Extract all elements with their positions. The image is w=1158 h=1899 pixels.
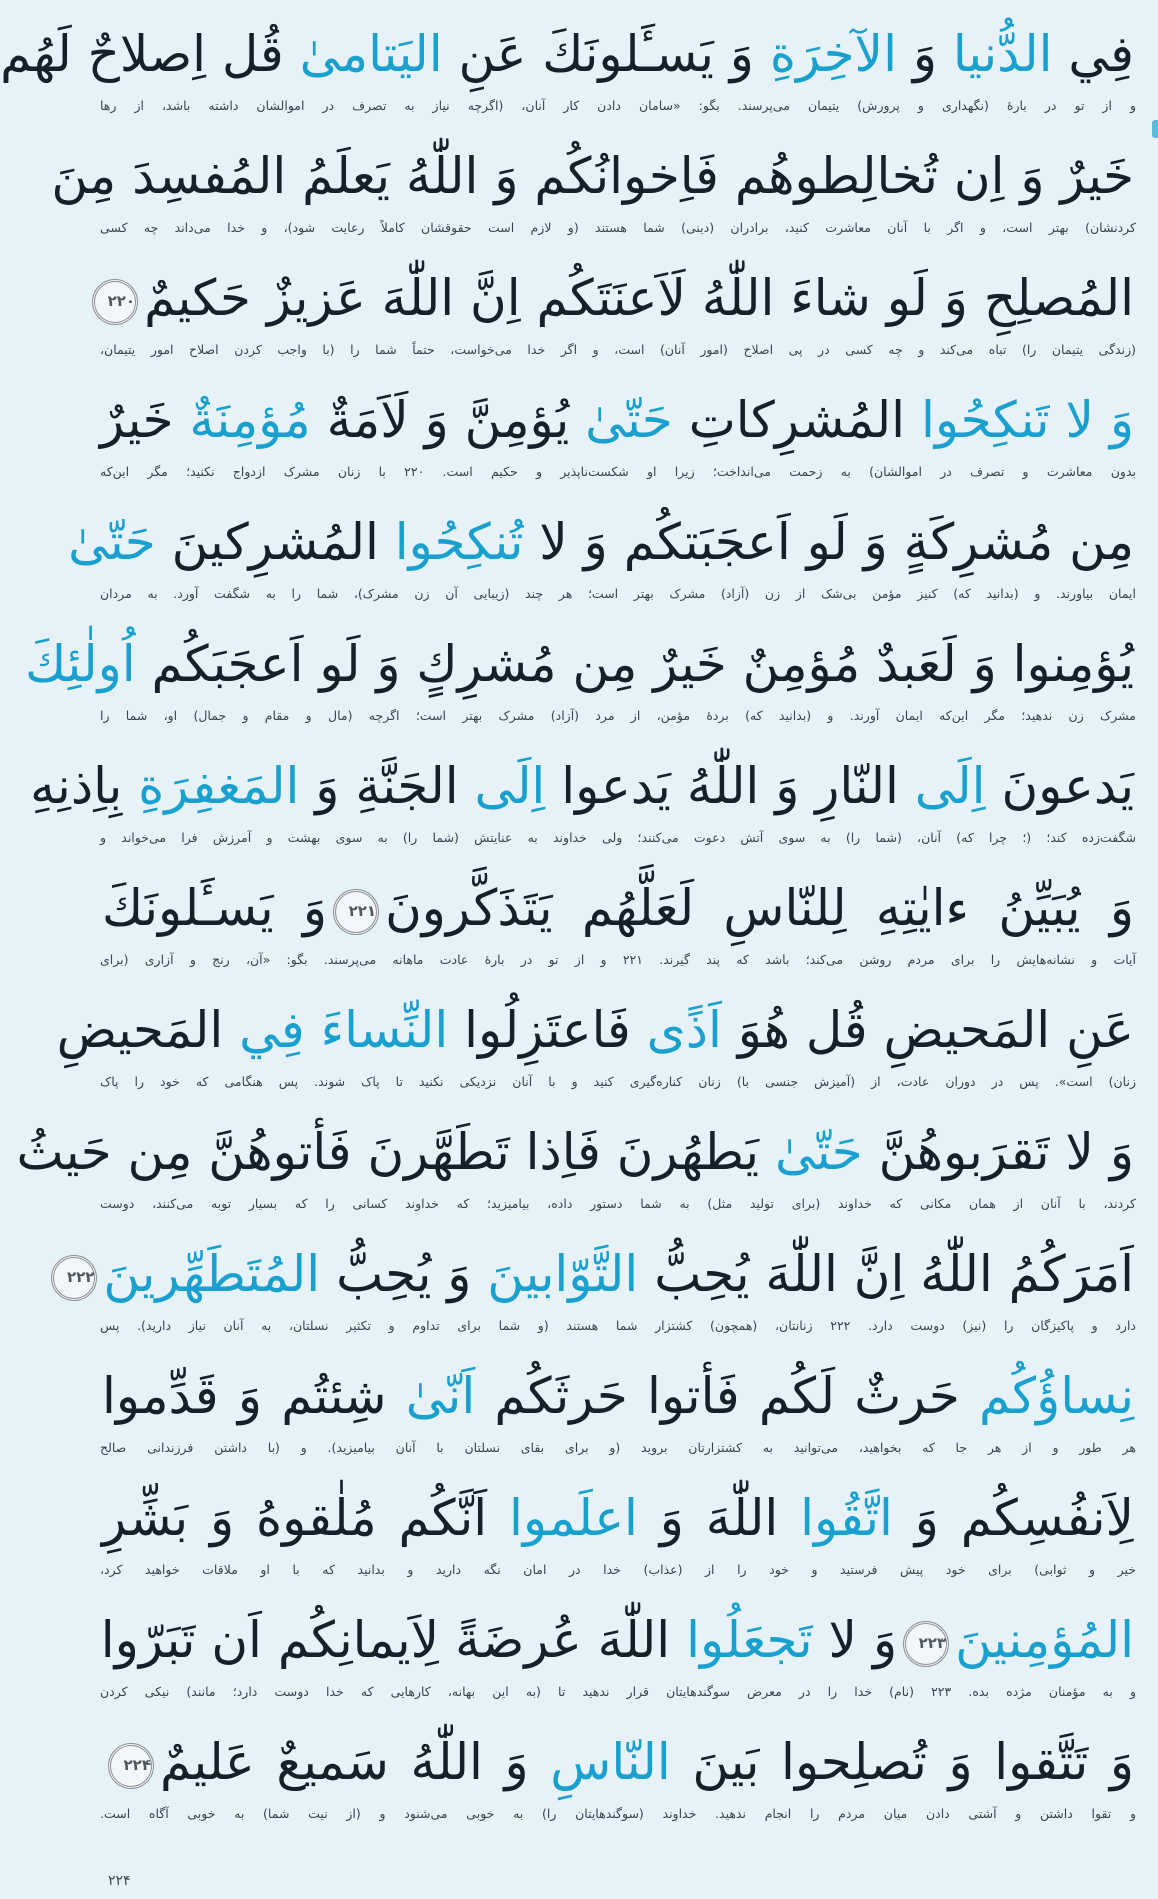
arabic-segment: خَيرٌ xyxy=(99,391,190,449)
arabic-segment: اَمَرَكُمُ اللّٰهُ اِنَّ اللّٰهَ يُحِبُّ xyxy=(638,1245,1134,1303)
arabic-segment: وَ xyxy=(896,25,953,83)
juz-edge-marker xyxy=(1152,120,1158,138)
arabic-text xyxy=(96,378,1140,462)
highlighted-word: اَذًى xyxy=(646,1001,722,1059)
arabic-segment: وَ يُبَيِّنُ ءايٰتِهِ لِلنّاسِ لَعَلَّهُم يَتَذَكَّرونَ xyxy=(385,879,1134,937)
arabic-segment: المُصلِحِ وَ لَو شاءَ اللّٰهُ لَاَعنَتَكُم اِنَّ اللّٰهَ عَزيزٌ حَكيمٌ xyxy=(144,269,1134,327)
persian-translation: دارد و پاکیزگان را (نیز) دوست دارد. ۲۲۲ زنانتان، (همچون) کشتزار شما هستند (و شما برای تداوم و تکثیر نسلتان، به آنان نیاز دارید). پس xyxy=(100,1318,1136,1333)
arabic-text xyxy=(96,1476,1140,1560)
arabic-segment: بِاِذنِهِ xyxy=(30,757,139,815)
persian-translation: (زندگی یتیمان را) تباه می‌کند و چه کسی در پی اصلاح (امور آنان) است، و اگر خدا می‌خواست، حتماً شما را (با واجب کردن اصلاح امور یتیمان، xyxy=(100,342,1136,357)
highlighted-word: النّاسِ xyxy=(550,1733,671,1791)
arabic-segment: فِي xyxy=(1052,25,1134,83)
persian-translation: خیر و ثوابی) برای خود پیش فرستید و خود را از (عذاب) خدا در امان نگه دارید و بدانید که با او ملاقات خواهید کرد، xyxy=(100,1562,1136,1577)
page-number: ۲۲۴ xyxy=(108,1873,131,1889)
highlighted-word: حَتّیٰ xyxy=(775,1123,863,1181)
highlighted-word: المُتَطَهِّرينَ xyxy=(103,1245,321,1303)
arabic-segment: المُشرِكينَ xyxy=(155,513,395,571)
verse-line xyxy=(56,976,1140,1092)
highlighted-word: فِي xyxy=(223,1001,321,1059)
arabic-segment: حَرثٌ لَكُم فَأتوا حَرثَكُم xyxy=(475,1367,980,1425)
arabic-text xyxy=(0,12,1140,96)
persian-translation: ایمان بیاورند. و (بدانید که) کنیز مؤمن بی‌شک از زن (آزاد) مشرک بهتر است؛ هر چند (زیبایی آن زن مشرک)، شما را به شگفت آورد. به مردان xyxy=(100,586,1136,601)
verse-line xyxy=(0,0,1140,116)
verse-line xyxy=(68,488,1140,604)
arabic-text xyxy=(56,988,1140,1072)
highlighted-word: تَجعَلُوا xyxy=(686,1611,813,1669)
arabic-segment: وَ يَسـَٔلونَكَ xyxy=(102,879,328,937)
highlighted-word: اليَتامیٰ xyxy=(299,25,443,83)
ayah-number-marker: ۲۲۴ xyxy=(108,1743,154,1789)
arabic-segment: شِئتُم وَ قَدِّموا xyxy=(102,1367,406,1425)
ayah-number-marker: ۲۲۲ xyxy=(51,1255,97,1301)
arabic-segment: يَدعونَ xyxy=(985,757,1134,815)
arabic-text xyxy=(30,744,1140,828)
verse-line xyxy=(96,1464,1140,1580)
ayah-number-marker: ۲۲۱ xyxy=(333,889,379,935)
arabic-text xyxy=(96,1354,1140,1438)
persian-translation: و از تو در بارهٔ (نگهداری و پرورش) یتیمان می‌پرسند. بگو: «سامان دادن کار آنان، (اگرچه نیاز به تصرف در اموالشان داشته باشد، از رها xyxy=(100,98,1136,113)
arabic-segment: وَ تَتَّقوا وَ تُصلِحوا بَينَ xyxy=(670,1733,1134,1791)
arabic-segment: المَحيضِ xyxy=(56,1001,224,1059)
persian-translation: شگفت‌زده کند؛ (؛ چرا که) آنان، (شما را) به سوی آتش دعوت می‌کنند؛ ولی خداوند به عنایتش (شما را) به سوی بهشت و آمرزش فرا می‌خواند و xyxy=(100,830,1136,845)
highlighted-word: النِّساءَ xyxy=(320,1001,449,1059)
arabic-text xyxy=(16,1110,1140,1194)
verse-line xyxy=(66,1220,1140,1336)
verse-line xyxy=(96,244,1140,360)
persian-translation: مشرک زن ندهید؛ مگر این‌که ایمان آورند. و (بدانید که) بردهٔ مؤمن، از مرد (آزاد) مشرک بهتر است؛ اگرچه (مال و مقام و جمال) او، شما را xyxy=(100,708,1136,723)
arabic-text xyxy=(66,1232,1140,1316)
arabic-segment: خَيرٌ وَ اِن تُخالِطوهُم فَاِخوانُكُم وَ اللّٰهُ يَعلَمُ المُفسِدَ مِنَ xyxy=(51,147,1134,205)
arabic-segment: فَاعتَزِلُوا xyxy=(448,1001,647,1059)
arabic-segment: وَ يَسـَٔلونَكَ عَنِ xyxy=(442,25,770,83)
arabic-text xyxy=(96,1598,1140,1682)
verse-line xyxy=(16,1098,1140,1214)
persian-translation: آیات و نشانه‌هایش را برای مردم روشن می‌کند؛ باشد که پند گیرند. ۲۲۱ و از تو در بارهٔ عادت ماهانه می‌پرسند. بگو: «آن، رنج و آزاری (برای xyxy=(100,952,1136,967)
arabic-segment: يُؤمِنَّ وَ لَاَمَةٌ xyxy=(310,391,586,449)
ayah-number-marker: ۲۲۰ xyxy=(92,279,138,325)
arabic-segment: يَطهُرنَ فَاِذا تَطَهَّرنَ فَأتوهُنَّ مِن حَيثُ xyxy=(16,1123,775,1181)
arabic-segment: اللّٰهَ وَ xyxy=(637,1489,801,1547)
highlighted-word: حَتّیٰ xyxy=(585,391,673,449)
arabic-text xyxy=(25,622,1140,706)
highlighted-word: التَّوّابينَ xyxy=(487,1245,639,1303)
arabic-segment: اللّٰهَ عُرضَةً لِاَيمانِكُم اَن تَبَرّوا xyxy=(100,1611,687,1669)
highlighted-word: المُؤمِنينَ xyxy=(955,1611,1134,1669)
highlighted-word: نِساؤُكُم xyxy=(979,1367,1134,1425)
highlighted-word: المَغفِرَةِ xyxy=(138,757,300,815)
arabic-segment: عَنِ المَحيضِ قُل هُوَ xyxy=(721,1001,1134,1059)
verse-line xyxy=(25,610,1140,726)
arabic-text xyxy=(96,866,1140,950)
arabic-segment: قُل اِصلاحٌ لَهُم xyxy=(0,25,300,83)
highlighted-word: اَنّیٰ xyxy=(405,1367,476,1425)
verse-line xyxy=(96,1342,1140,1458)
verse-line xyxy=(96,854,1140,970)
arabic-segment: يُؤمِنوا وَ لَعَبدٌ مُؤمِنٌ خَيرٌ مِن مُشرِكٍ وَ لَو اَعجَبَكُم xyxy=(135,635,1134,693)
verse-line xyxy=(51,122,1140,238)
arabic-segment: وَ لا xyxy=(812,1611,898,1669)
highlighted-word: حَتّیٰ xyxy=(68,513,156,571)
arabic-text xyxy=(96,256,1140,340)
arabic-text xyxy=(51,134,1140,218)
persian-translation: بدون معاشرت و تصرف در اموالشان) به زحمت می‌انداخت؛ زیرا او شکست‌ناپذیر و حکیم است. ۲۲۰ با زنان مشرک ازدواج نکنید؛ مگر این‌که xyxy=(100,464,1136,479)
arabic-text xyxy=(68,500,1140,584)
persian-translation: و به مؤمنان مژده بده. ۲۲۳ (نام) خدا را در معرض سوگندهایتان قرار ندهید تا (به این بهانه، کارهایی که خدا دوست دارد؛ مانند) نیکی کردن xyxy=(100,1684,1136,1699)
persian-translation: هر طور و از هر جا که بخواهید، می‌توانید به کشتزارتان بروید (و برای بقای نسلتان با آنان بیامیزید). و (با داشتن فرزندانی صالح xyxy=(100,1440,1136,1455)
ayah-number-marker: ۲۲۳ xyxy=(903,1621,949,1667)
verse-line xyxy=(30,732,1140,848)
arabic-segment: وَ اللّٰهُ سَميعٌ عَليمٌ xyxy=(160,1733,551,1791)
highlighted-word: اُولٰئِكَ xyxy=(25,635,136,693)
arabic-segment: النّارِ وَ اللّٰهُ يَدعوا xyxy=(545,757,915,815)
arabic-segment: لِاَنفُسِكُم وَ xyxy=(892,1489,1135,1547)
highlighted-word: اِلَى xyxy=(914,757,986,815)
persian-translation: کردنشان) بهتر است، و اگر با آنان معاشرت کنید، برادران (دینی) شما هستند (و لازم است حقوقشان کاملاً رعایت شود)، و خدا می‌داند چه کسی xyxy=(100,220,1136,235)
verse-line xyxy=(96,1708,1140,1824)
arabic-segment: المُشرِكاتِ xyxy=(672,391,921,449)
persian-translation: و تقوا داشتن و آشتی دادن میان مردم را انجام ندهید. خداوند (سوگندهایتان را) به خوبی می‌شنود و (از نیت شما) به خوبی آگاه است. xyxy=(100,1806,1136,1821)
highlighted-word: وَ لا تَنكِحُوا xyxy=(920,391,1134,449)
arabic-segment: وَ لا تَقرَبوهُنَّ xyxy=(862,1123,1134,1181)
arabic-segment: اَنَّكُم مُلٰقوهُ وَ بَشِّرِ xyxy=(102,1489,510,1547)
highlighted-word: تُنكِحُوا xyxy=(394,513,524,571)
highlighted-word: اِلَى xyxy=(474,757,546,815)
highlighted-word: اتَّقُوا xyxy=(800,1489,893,1547)
arabic-text xyxy=(96,1720,1140,1804)
arabic-segment: مِن مُشرِكَةٍ وَ لَو اَعجَبَتكُم وَ لا xyxy=(523,513,1134,571)
highlighted-word: الآخِرَةِ xyxy=(769,25,897,83)
persian-translation: زنان) است». پس در دوران عادت، از (آمیزش جنسی با) زنان کناره‌گیری کنید و با آنان نزدیکی نکنید تا پاک شوند. پس هنگامی که خود را پاک xyxy=(100,1074,1136,1089)
persian-translation: کردند، با آنان از همان مکانی که خداوند (برای تولید مثل) به شما دستور داده، بیامیزید؛ که خداوند کسانی را که بسیار توبه می‌کنند، دوست xyxy=(100,1196,1136,1211)
arabic-segment: الجَنَّةِ وَ xyxy=(299,757,475,815)
verse-line xyxy=(96,1586,1140,1702)
verse-line xyxy=(96,366,1140,482)
highlighted-word: اعلَموا xyxy=(509,1489,638,1547)
highlighted-word: مُؤمِنَةٌ xyxy=(189,391,311,449)
arabic-segment: وَ يُحِبُّ xyxy=(320,1245,488,1303)
highlighted-word: الدُّنيا xyxy=(952,25,1053,83)
